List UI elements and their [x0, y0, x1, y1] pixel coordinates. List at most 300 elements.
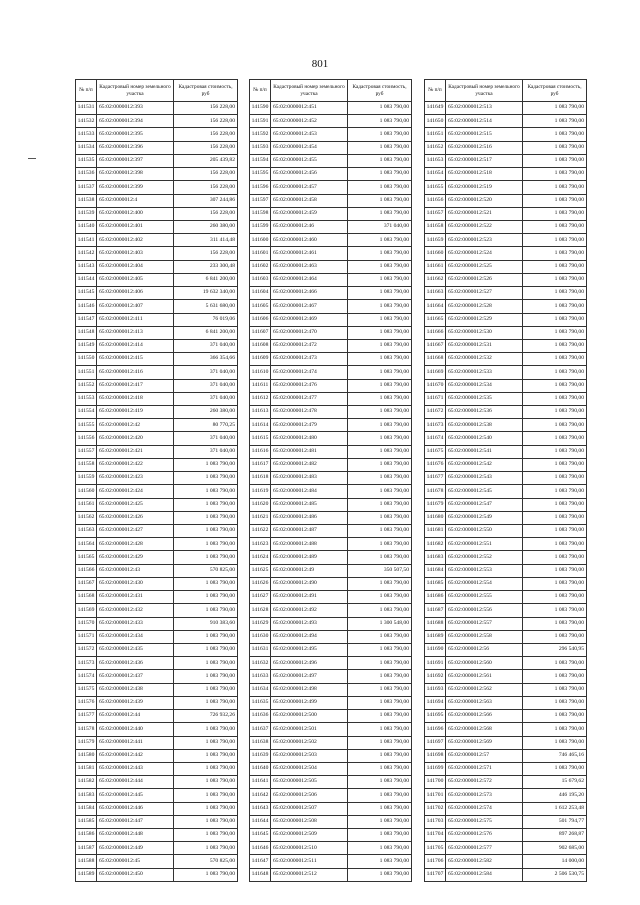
cadastral-number: 65:02:0000012:553 — [446, 564, 523, 577]
cadastral-number: 65:02:0000012:423 — [97, 472, 174, 485]
table-row — [76, 102, 238, 115]
row-number: 141539 — [76, 207, 97, 220]
table-row — [76, 855, 238, 868]
cadastral-number: 65:02:0000012:487 — [271, 525, 348, 538]
table-row — [76, 260, 238, 273]
row-number: 141565 — [76, 551, 97, 564]
cadastral-number: 65:02:0000012:415 — [97, 353, 174, 366]
table-row — [425, 379, 587, 392]
cadastral-number: 65:02:0000012:491 — [271, 591, 348, 604]
cadastral-number: 65:02:0000012:467 — [271, 300, 348, 313]
row-number: 141674 — [425, 432, 446, 445]
table-row — [76, 749, 238, 762]
cadastral-number: 65:02:0000012:472 — [271, 339, 348, 352]
row-number: 141678 — [425, 485, 446, 498]
cadastral-number: 65:02:0000012:533 — [446, 366, 523, 379]
cadastral-table — [424, 79, 587, 882]
cadastral-value: 1 083 790,00 — [348, 723, 412, 736]
cadastral-number: 65:02:0000012:524 — [446, 247, 523, 260]
table-row — [425, 326, 587, 339]
cadastral-number: 65:02:0000012:477 — [271, 392, 348, 405]
row-number: 141585 — [76, 815, 97, 828]
cadastral-value: 1 083 790,00 — [348, 260, 412, 273]
cadastral-number: 65:02:0000012:436 — [97, 657, 174, 670]
cadastral-value: 1 083 790,00 — [523, 115, 587, 128]
row-number: 141680 — [425, 511, 446, 524]
table-row — [250, 564, 412, 577]
table-row — [250, 472, 412, 485]
row-number: 141620 — [250, 498, 271, 511]
table-row — [76, 591, 238, 604]
row-number: 141618 — [250, 472, 271, 485]
table-row — [250, 234, 412, 247]
cadastral-value: 1 083 790,00 — [523, 260, 587, 273]
cadastral-number: 65:02:0000012:453 — [271, 128, 348, 141]
table-row — [250, 445, 412, 458]
cadastral-value: 1 083 790,00 — [523, 736, 587, 749]
cadastral-number: 65:02:0000012:400 — [97, 207, 174, 220]
row-number: 141597 — [250, 194, 271, 207]
row-number: 141603 — [250, 273, 271, 286]
cadastral-value: 1 083 790,00 — [523, 511, 587, 524]
cadastral-number: 65:02:0000012:541 — [446, 445, 523, 458]
cadastral-value: 1 083 790,00 — [348, 670, 412, 683]
table-row — [250, 815, 412, 828]
cadastral-number: 65:02:0000012:406 — [97, 287, 174, 300]
row-number: 141610 — [250, 366, 271, 379]
cadastral-value: 1 083 790,00 — [348, 353, 412, 366]
cadastral-number: 65:02:0000012:449 — [97, 842, 174, 855]
row-number: 141558 — [76, 458, 97, 471]
cadastral-value: 1 083 790,00 — [174, 802, 238, 815]
row-number: 141682 — [425, 538, 446, 551]
cadastral-number: 65:02:0000012:552 — [446, 551, 523, 564]
row-number: 141662 — [425, 273, 446, 286]
row-number: 141658 — [425, 220, 446, 233]
cadastral-number: 65:02:0000012:499 — [271, 696, 348, 709]
cadastral-number: 65:02:0000012:490 — [271, 577, 348, 590]
cadastral-number: 65:02:0000012:414 — [97, 339, 174, 352]
table-row — [425, 670, 587, 683]
cadastral-value: 1 083 790,00 — [348, 577, 412, 590]
cadastral-number: 65:02:0000012:560 — [446, 657, 523, 670]
cadastral-number: 65:02:0000012:452 — [271, 115, 348, 128]
cadastral-value: 1 083 790,00 — [348, 789, 412, 802]
cadastral-number: 65:02:0000012:514 — [446, 115, 523, 128]
row-number: 141617 — [250, 458, 271, 471]
cadastral-number: 65:02:0000012:571 — [446, 762, 523, 775]
cadastral-value: 76 019,06 — [174, 313, 238, 326]
table-row — [425, 802, 587, 815]
cadastral-value: 910 383,60 — [174, 617, 238, 630]
cadastral-value: 1 083 790,00 — [348, 749, 412, 762]
row-number: 141593 — [250, 141, 271, 154]
cadastral-value: 1 083 790,00 — [174, 762, 238, 775]
cadastral-value: 501 794,77 — [523, 815, 587, 828]
cadastral-value: 1 083 790,00 — [348, 128, 412, 141]
cadastral-value: 1 083 790,00 — [523, 154, 587, 167]
table-row — [76, 802, 238, 815]
cadastral-number: 65:02:0000012:478 — [271, 406, 348, 419]
cadastral-number: 65:02:0000012:480 — [271, 432, 348, 445]
cadastral-value: 1 083 790,00 — [174, 498, 238, 511]
cadastral-value: 1 083 790,00 — [523, 591, 587, 604]
cadastral-number: 65:02:0000012:561 — [446, 670, 523, 683]
cadastral-value: 1 083 790,00 — [348, 630, 412, 643]
row-number: 141676 — [425, 458, 446, 471]
row-number: 141646 — [250, 842, 271, 855]
row-number: 141600 — [250, 234, 271, 247]
cadastral-number: 65:02:0000012:526 — [446, 273, 523, 286]
cadastral-value: 1 083 790,00 — [348, 472, 412, 485]
table-row — [250, 141, 412, 154]
cadastral-number: 65:02:0000012:582 — [446, 855, 523, 868]
cadastral-value: 897 268,87 — [523, 829, 587, 842]
table-row — [425, 577, 587, 590]
cadastral-value: 1 083 790,00 — [174, 511, 238, 524]
cadastral-value: 1 083 790,00 — [523, 617, 587, 630]
row-number: 141649 — [425, 102, 446, 115]
row-number: 141693 — [425, 683, 446, 696]
cadastral-value: 1 083 790,00 — [174, 604, 238, 617]
cadastral-value: 1 083 790,00 — [174, 829, 238, 842]
cadastral-number: 65:02:0000012:476 — [271, 379, 348, 392]
row-number: 141632 — [250, 657, 271, 670]
cadastral-number: 65:02:0000012:497 — [271, 670, 348, 683]
table-row — [76, 181, 238, 194]
row-number: 141540 — [76, 220, 97, 233]
cadastral-number: 65:02:0000012:482 — [271, 458, 348, 471]
cadastral-value: 6 841 200,00 — [174, 273, 238, 286]
table-row — [250, 300, 412, 313]
table-row — [76, 498, 238, 511]
cadastral-number: 65:02:0000012:488 — [271, 538, 348, 551]
cadastral-value: 1 083 790,00 — [348, 551, 412, 564]
table-row — [250, 670, 412, 683]
cadastral-value: 1 083 790,00 — [523, 379, 587, 392]
table-row — [76, 485, 238, 498]
table-row — [425, 207, 587, 220]
row-number: 141552 — [76, 379, 97, 392]
cadastral-value: 1 083 790,00 — [174, 591, 238, 604]
row-number: 141647 — [250, 855, 271, 868]
row-number: 141667 — [425, 339, 446, 352]
table-row — [76, 115, 238, 128]
cadastral-number: 65:02:0000012:547 — [446, 498, 523, 511]
cadastral-number: 65:02:0000012:522 — [446, 220, 523, 233]
table-row — [425, 419, 587, 432]
table-row — [425, 643, 587, 656]
table-row — [250, 511, 412, 524]
table-row — [76, 657, 238, 670]
row-number: 141535 — [76, 154, 97, 167]
table-row — [425, 749, 587, 762]
table-row — [425, 776, 587, 789]
table-row — [250, 802, 412, 815]
cadastral-number: 65:02:0000012:432 — [97, 604, 174, 617]
cadastral-value: 1 083 790,00 — [523, 604, 587, 617]
cadastral-number: 65:02:0000012:511 — [271, 855, 348, 868]
table-row — [425, 472, 587, 485]
row-number: 141628 — [250, 604, 271, 617]
cadastral-number: 65:02:0000012:399 — [97, 181, 174, 194]
cadastral-number: 65:02:0000012:528 — [446, 300, 523, 313]
cadastral-value: 371 040,00 — [174, 445, 238, 458]
row-number: 141611 — [250, 379, 271, 392]
table-row — [425, 604, 587, 617]
row-number: 141690 — [425, 643, 446, 656]
cadastral-value: 1 083 790,00 — [523, 339, 587, 352]
table-row — [250, 710, 412, 723]
header-cadastral-number: Кадастровый номер земельного участка — [446, 80, 523, 102]
cadastral-number: 65:02:0000012:572 — [446, 776, 523, 789]
table-row — [250, 485, 412, 498]
cadastral-number: 65:02:0000012:402 — [97, 234, 174, 247]
row-number: 141625 — [250, 564, 271, 577]
cadastral-number: 65:02:0000012:45 — [97, 855, 174, 868]
cadastral-number: 65:02:0000012:513 — [446, 102, 523, 115]
cadastral-number: 65:02:0000012:464 — [271, 273, 348, 286]
cadastral-value: 1 083 790,00 — [523, 498, 587, 511]
cadastral-value: 1 083 790,00 — [523, 432, 587, 445]
table-row — [76, 313, 238, 326]
cadastral-value: 1 083 790,00 — [348, 273, 412, 286]
cadastral-value: 1 083 790,00 — [348, 643, 412, 656]
row-number: 141692 — [425, 670, 446, 683]
cadastral-value: 1 083 790,00 — [348, 802, 412, 815]
row-number: 141660 — [425, 247, 446, 260]
table-row — [425, 617, 587, 630]
cadastral-number: 65:02:0000012:543 — [446, 472, 523, 485]
row-number: 141631 — [250, 643, 271, 656]
table-column-2 — [249, 79, 412, 882]
table-row — [76, 776, 238, 789]
cadastral-number: 65:02:0000012:516 — [446, 141, 523, 154]
cadastral-value: 371 040,00 — [174, 432, 238, 445]
row-number: 141685 — [425, 577, 446, 590]
row-number: 141621 — [250, 511, 271, 524]
cadastral-table — [249, 79, 412, 882]
cadastral-number: 65:02:0000012:56 — [446, 643, 523, 656]
row-number: 141605 — [250, 300, 271, 313]
row-number: 141691 — [425, 657, 446, 670]
row-number: 141700 — [425, 776, 446, 789]
cadastral-number: 65:02:0000012:540 — [446, 432, 523, 445]
cadastral-value: 1 083 790,00 — [348, 736, 412, 749]
table-row — [250, 168, 412, 181]
table-row — [250, 789, 412, 802]
row-number: 141657 — [425, 207, 446, 220]
cadastral-value: 5 631 680,00 — [174, 300, 238, 313]
table-row — [425, 564, 587, 577]
cadastral-value: 1 083 790,00 — [523, 525, 587, 538]
cadastral-value: 366 354,66 — [174, 353, 238, 366]
cadastral-value: 156 228,00 — [174, 181, 238, 194]
table-row — [425, 696, 587, 709]
cadastral-number: 65:02:0000012:448 — [97, 829, 174, 842]
row-number: 141683 — [425, 551, 446, 564]
row-number: 141572 — [76, 643, 97, 656]
row-number: 141615 — [250, 432, 271, 445]
table-row — [76, 445, 238, 458]
row-number: 141630 — [250, 630, 271, 643]
cadastral-number: 65:02:0000012:557 — [446, 617, 523, 630]
row-number: 141542 — [76, 247, 97, 260]
cadastral-value: 1 083 790,00 — [523, 141, 587, 154]
cadastral-value: 1 083 790,00 — [174, 696, 238, 709]
cadastral-number: 65:02:0000012:393 — [97, 102, 174, 115]
cadastral-value: 1 083 790,00 — [348, 525, 412, 538]
cadastral-value: 1 083 790,00 — [523, 353, 587, 366]
margin-mark — [28, 158, 36, 159]
table-row — [425, 339, 587, 352]
row-number: 141636 — [250, 710, 271, 723]
cadastral-number: 65:02:0000012:519 — [446, 181, 523, 194]
cadastral-value: 1 083 790,00 — [348, 710, 412, 723]
row-number: 141705 — [425, 842, 446, 855]
cadastral-number: 65:02:0000012:413 — [97, 326, 174, 339]
row-number: 141687 — [425, 604, 446, 617]
cadastral-number: 65:02:0000012:554 — [446, 577, 523, 590]
row-number: 141560 — [76, 485, 97, 498]
cadastral-number: 65:02:0000012:434 — [97, 630, 174, 643]
header-num: № п/п — [250, 80, 271, 102]
cadastral-number: 65:02:0000012:42 — [97, 419, 174, 432]
row-number: 141661 — [425, 260, 446, 273]
row-number: 141532 — [76, 115, 97, 128]
row-number: 141548 — [76, 326, 97, 339]
table-row — [250, 749, 412, 762]
cadastral-value: 1 083 790,00 — [174, 643, 238, 656]
table-row — [425, 260, 587, 273]
cadastral-number: 65:02:0000012:545 — [446, 485, 523, 498]
row-number: 141672 — [425, 406, 446, 419]
row-number: 141706 — [425, 855, 446, 868]
cadastral-number: 65:02:0000012:532 — [446, 353, 523, 366]
table-row — [250, 432, 412, 445]
cadastral-number: 65:02:0000012:492 — [271, 604, 348, 617]
cadastral-number: 65:02:0000012:424 — [97, 485, 174, 498]
row-number: 141533 — [76, 128, 97, 141]
cadastral-table — [75, 79, 238, 882]
cadastral-value: 1 083 790,00 — [523, 168, 587, 181]
table-row — [76, 762, 238, 775]
table-row — [76, 643, 238, 656]
table-row — [76, 538, 238, 551]
row-number: 141569 — [76, 604, 97, 617]
table-row — [425, 525, 587, 538]
row-number: 141531 — [76, 102, 97, 115]
row-number: 141686 — [425, 591, 446, 604]
cadastral-value: 1 083 790,00 — [348, 194, 412, 207]
cadastral-value: 1 083 790,00 — [348, 141, 412, 154]
cadastral-number: 65:02:0000012:484 — [271, 485, 348, 498]
row-number: 141582 — [76, 776, 97, 789]
cadastral-number: 65:02:0000012:520 — [446, 194, 523, 207]
row-number: 141596 — [250, 181, 271, 194]
cadastral-number: 65:02:0000012:443 — [97, 762, 174, 775]
row-number: 141703 — [425, 815, 446, 828]
table-row — [250, 776, 412, 789]
cadastral-value: 371 040,00 — [348, 220, 412, 233]
cadastral-value: 1 083 790,00 — [174, 538, 238, 551]
row-number: 141609 — [250, 353, 271, 366]
cadastral-value: 1 083 790,00 — [348, 538, 412, 551]
cadastral-value: 14 000,00 — [523, 855, 587, 868]
cadastral-value: 1 083 790,00 — [523, 723, 587, 736]
table-row — [250, 207, 412, 220]
cadastral-number: 65:02:0000012:501 — [271, 723, 348, 736]
cadastral-value: 1 083 790,00 — [523, 247, 587, 260]
cadastral-value: 1 083 790,00 — [174, 776, 238, 789]
cadastral-value: 1 083 790,00 — [348, 419, 412, 432]
row-number: 141538 — [76, 194, 97, 207]
row-number: 141614 — [250, 419, 271, 432]
row-number: 141697 — [425, 736, 446, 749]
cadastral-number: 65:02:0000012:479 — [271, 419, 348, 432]
cadastral-number: 65:02:0000012:426 — [97, 511, 174, 524]
cadastral-value: 1 083 790,00 — [523, 762, 587, 775]
cadastral-number: 65:02:0000012:456 — [271, 168, 348, 181]
row-number: 141573 — [76, 657, 97, 670]
row-number: 141642 — [250, 789, 271, 802]
cadastral-value: 1 083 790,00 — [348, 247, 412, 260]
table-row — [425, 154, 587, 167]
table-row — [425, 168, 587, 181]
cadastral-number: 65:02:0000012:577 — [446, 842, 523, 855]
cadastral-number: 65:02:0000012:4 — [97, 194, 174, 207]
row-number: 141580 — [76, 749, 97, 762]
row-number: 141696 — [425, 723, 446, 736]
row-number: 141624 — [250, 551, 271, 564]
cadastral-number: 65:02:0000012:422 — [97, 458, 174, 471]
cadastral-value: 260 380,00 — [174, 220, 238, 233]
cadastral-value: 1 300 548,00 — [348, 617, 412, 630]
cadastral-value: 726 932,26 — [174, 710, 238, 723]
cadastral-number: 65:02:0000012:494 — [271, 630, 348, 643]
table-row — [250, 181, 412, 194]
cadastral-value: 1 083 790,00 — [174, 577, 238, 590]
row-number: 141586 — [76, 829, 97, 842]
cadastral-number: 65:02:0000012:398 — [97, 168, 174, 181]
row-number: 141557 — [76, 445, 97, 458]
cadastral-number: 65:02:0000012:395 — [97, 128, 174, 141]
row-number: 141656 — [425, 194, 446, 207]
cadastral-value: 1 083 790,00 — [174, 551, 238, 564]
row-number: 141574 — [76, 670, 97, 683]
cadastral-value: 371 040,00 — [174, 379, 238, 392]
table-row — [76, 829, 238, 842]
cadastral-number: 65:02:0000012:542 — [446, 458, 523, 471]
cadastral-value: 1 083 790,00 — [348, 287, 412, 300]
cadastral-value: 1 083 790,00 — [523, 472, 587, 485]
table-row — [425, 247, 587, 260]
table-row — [76, 551, 238, 564]
table-row — [250, 591, 412, 604]
page-number: 801 — [311, 58, 329, 70]
row-number: 141637 — [250, 723, 271, 736]
row-number: 141633 — [250, 670, 271, 683]
cadastral-value: 1 083 790,00 — [348, 326, 412, 339]
row-number: 141651 — [425, 128, 446, 141]
cadastral-number: 65:02:0000012:510 — [271, 842, 348, 855]
row-number: 141616 — [250, 445, 271, 458]
row-number: 141634 — [250, 683, 271, 696]
cadastral-value: 1 083 790,00 — [348, 776, 412, 789]
table-row — [76, 472, 238, 485]
cadastral-number: 65:02:0000012:469 — [271, 313, 348, 326]
cadastral-value: 1 083 790,00 — [523, 207, 587, 220]
